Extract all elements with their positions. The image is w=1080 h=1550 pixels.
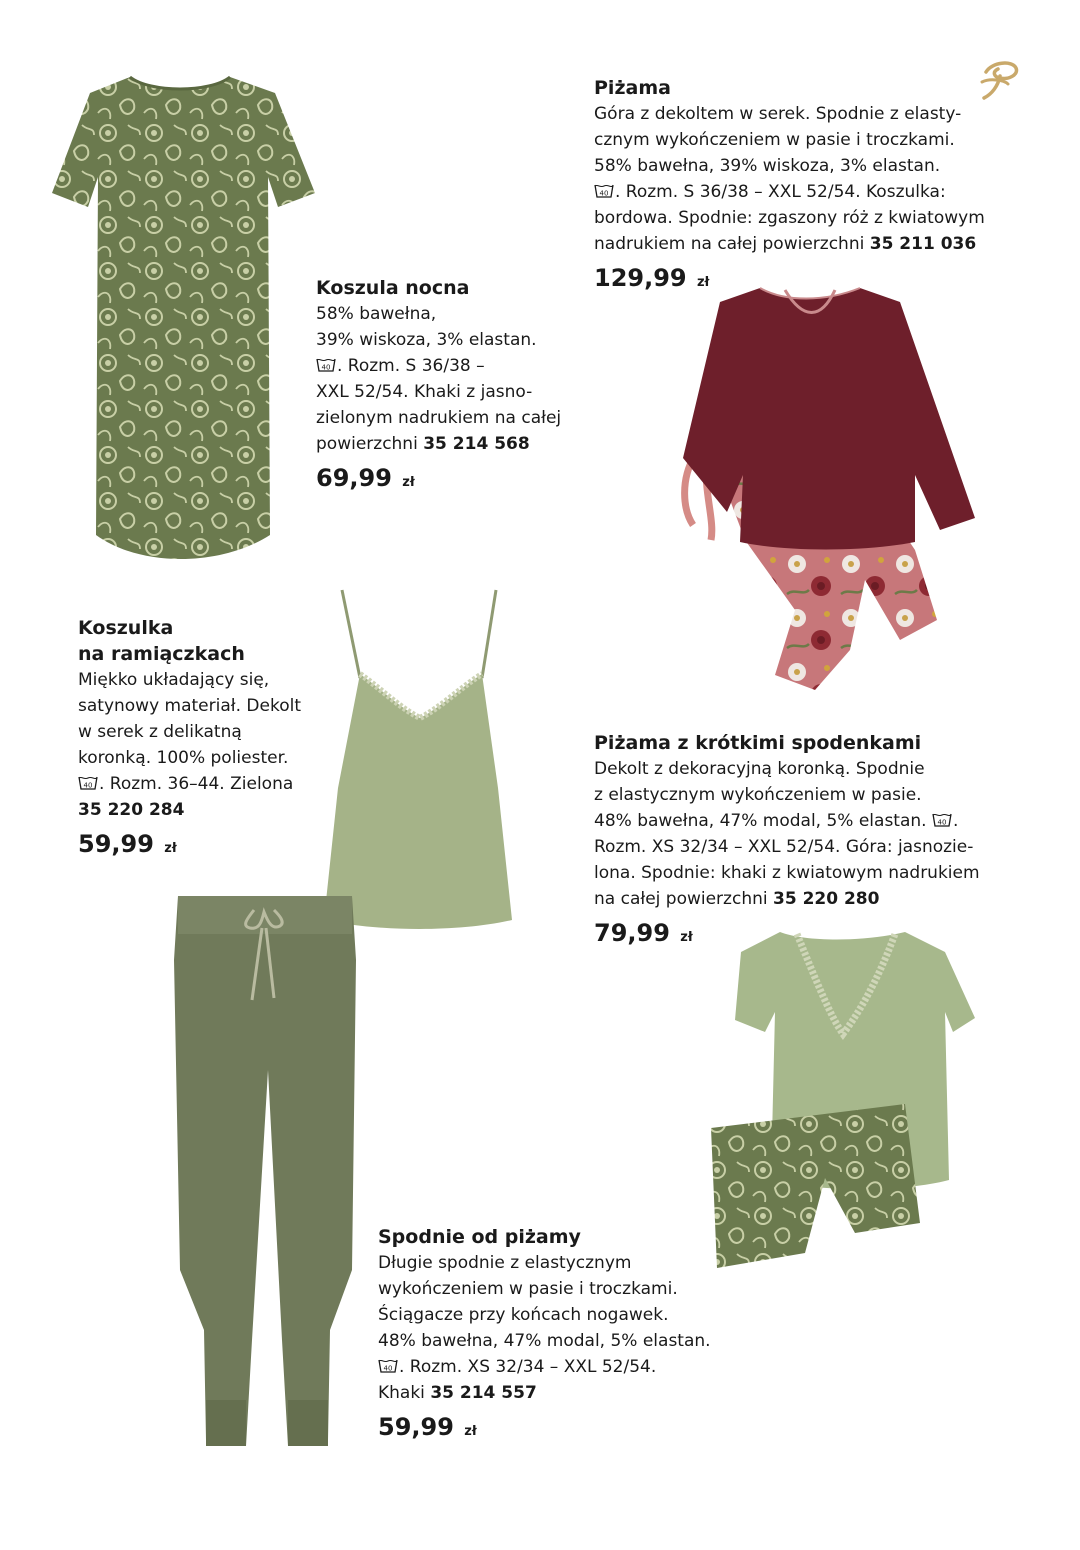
pants-price <box>378 1414 711 1445</box>
shorts-pajama-price-value: 79,99 <box>594 919 670 947</box>
pants-desc-line: Ściągacze przy końcach nogawek. <box>378 1305 669 1325</box>
pants-wash-text: . Rozm. XS 32/34 – XXL 52/54. <box>399 1357 657 1377</box>
wash-40-icon <box>594 183 614 199</box>
pajama-info <box>594 75 985 296</box>
svg-text:40: 40 <box>937 818 947 827</box>
nightdress-price <box>316 465 561 496</box>
pants-image <box>170 890 360 1455</box>
pants-title: Spodnie od piżamy <box>378 1226 581 1248</box>
shorts-pajama-wash-suffix: . <box>952 811 959 831</box>
nightdress-desc-line: XXL 52/54. Khaki z jasno- <box>316 382 533 402</box>
shorts-pajama-code-line <box>594 886 980 912</box>
pants-price-value: 59,99 <box>378 1413 454 1441</box>
shorts-pajama-currency: zł <box>680 930 693 945</box>
camisole-currency: zł <box>164 841 177 856</box>
nightdress-wash-text: . Rozm. S 36/38 – <box>337 356 485 376</box>
nightdress-price-value: 69,99 <box>316 464 392 492</box>
pants-desc-line: 48% bawełna, 47% modal, 5% elastan. <box>378 1331 711 1351</box>
pants-code-prefix: Khaki <box>378 1383 431 1403</box>
camisole-price <box>78 831 301 862</box>
camisole-title: Koszulka <box>78 617 174 639</box>
pajama-desc-line: cznym wykończeniem w pasie i troczkami. <box>594 130 955 150</box>
nightdress-title: Koszula nocna <box>316 277 470 299</box>
pants-currency: zł <box>464 1424 477 1439</box>
svg-text:40: 40 <box>383 1364 393 1373</box>
shorts-pajama-desc-line: Rozm. XS 32/34 – XXL 52/54. Góra: jasnozie- <box>594 837 974 857</box>
pajama-code-line <box>594 231 985 257</box>
pajama-title: Piżama <box>594 77 671 99</box>
wash-40-icon <box>78 775 98 791</box>
pants-code-line <box>378 1380 711 1406</box>
nightdress-article-code: 35 214 568 <box>423 434 530 454</box>
nightdress-info <box>316 275 561 496</box>
svg-text:40: 40 <box>321 363 331 372</box>
pajama-image <box>675 280 985 705</box>
wash-40-icon <box>316 357 336 373</box>
shorts-pajama-desc-line: lona. Spodnie: khaki z kwiatowym nadrukiem <box>594 863 980 883</box>
nightdress-code-prefix: powierzchni <box>316 434 424 454</box>
nightdress-image <box>50 75 318 570</box>
nightdress-wash-line <box>316 353 561 379</box>
svg-text:40: 40 <box>599 189 609 198</box>
pajama-price <box>594 265 985 296</box>
camisole-wash-text: . Rozm. 36–44. Zielona <box>99 774 294 794</box>
pajama-article-code: 35 211 036 <box>869 234 977 254</box>
camisole-wash-line <box>78 771 301 797</box>
camisole-price-value: 59,99 <box>78 830 154 858</box>
pants-desc-line: Długie spodnie z elastycznym <box>378 1253 632 1273</box>
nightdress-code-line <box>316 431 561 457</box>
pajama-wash-text: . Rozm. S 36/38 – XXL 52/54. Koszulka: <box>615 182 946 202</box>
shorts-pajama-title: Piżama z krótkimi spodenkami <box>594 732 922 754</box>
shorts-pajama-desc-line: z elastycznym wykończeniem w pasie. <box>594 785 922 805</box>
shorts-pajama-code-prefix: na całej powierzchni <box>594 889 773 909</box>
shorts-pajama-material: 48% bawełna, 47% modal, 5% elastan. <box>594 811 932 831</box>
camisole-desc-line: koronką. 100% poliester. <box>78 748 289 768</box>
nightdress-currency: zł <box>402 475 415 490</box>
shorts-pajama-article-code: 35 220 280 <box>773 889 880 909</box>
shorts-pajama-image <box>705 928 980 1278</box>
pajama-currency: zł <box>696 275 710 290</box>
nightdress-desc-line: 58% bawełna, <box>316 304 437 324</box>
wash-40-icon <box>378 1358 398 1374</box>
pants-wash-line <box>378 1354 711 1380</box>
camisole-desc-line: Miękko układający się, <box>78 670 270 690</box>
svg-text:40: 40 <box>83 781 93 790</box>
nightdress-desc-line: zielonym nadrukiem na całej <box>316 408 562 428</box>
pajama-price-value: 129,99 <box>594 264 687 292</box>
pants-info <box>378 1224 711 1445</box>
camisole-desc-line: satynowy materiał. Dekolt <box>78 696 301 716</box>
shorts-pajama-wash-line <box>594 808 980 834</box>
nightdress-desc-line: 39% wiskoza, 3% elastan. <box>316 330 537 350</box>
pajama-wash-line <box>594 179 985 205</box>
shorts-pajama-desc-line: Dekolt z dekoracyjną koronką. Spodnie <box>594 759 925 779</box>
pajama-desc-line: bordowa. Spodnie: zgaszony róż z kwiatowym <box>594 208 985 228</box>
camisole-info <box>78 615 301 862</box>
pants-article-code: 35 214 557 <box>430 1383 537 1403</box>
camisole-article-code: 35 220 284 <box>78 800 185 820</box>
pajama-code-prefix: nadrukiem na całej powierzchni <box>594 234 870 254</box>
camisole-image <box>320 588 515 933</box>
wash-40-icon <box>932 812 952 828</box>
pajama-desc-line: 58% bawełna, 39% wiskoza, 3% elastan. <box>594 156 941 176</box>
shorts-pajama-price <box>594 920 980 951</box>
shorts-pajama-info <box>594 730 980 951</box>
camisole-title: na ramiączkach <box>78 643 245 665</box>
pants-desc-line: wykończeniem w pasie i troczkami. <box>378 1279 678 1299</box>
camisole-desc-line: w serek z delikatną <box>78 722 242 742</box>
pajama-desc-line: Góra z dekoltem w serek. Spodnie z elasty- <box>594 104 962 124</box>
